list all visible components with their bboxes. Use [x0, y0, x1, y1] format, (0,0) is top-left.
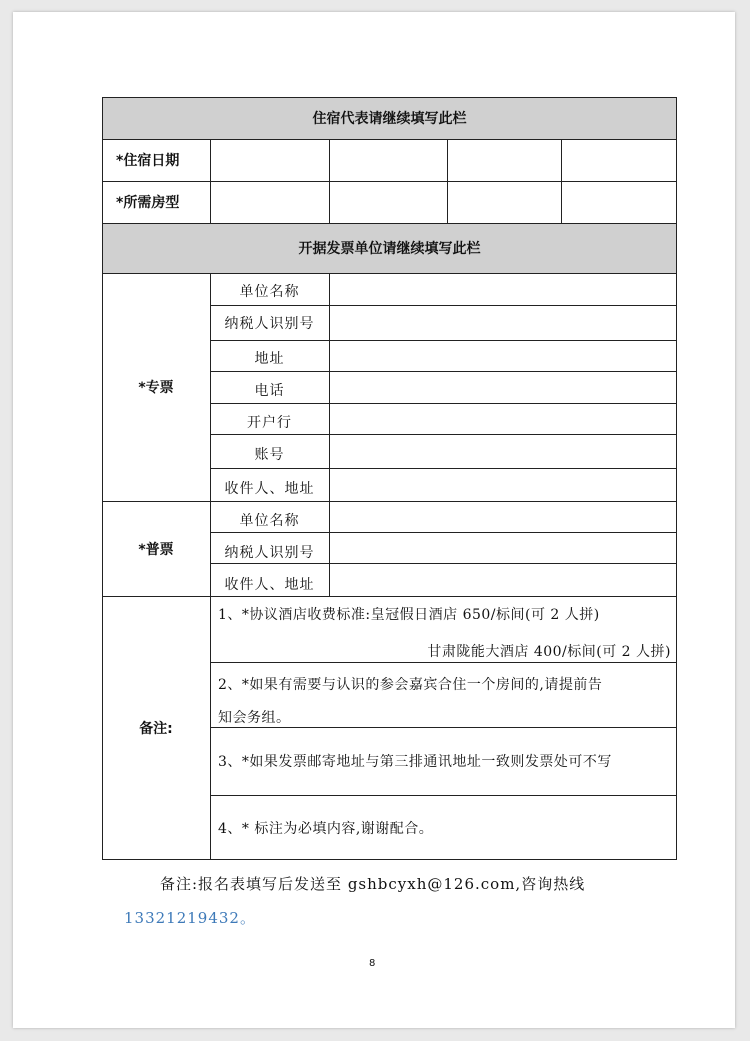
- special-field-text: 地址: [254, 350, 285, 367]
- remark-note-1-line-2: 甘肃陇能大酒店 400/标间(可 2 人拼): [427, 644, 671, 660]
- table-border: [210, 371, 677, 372]
- table-border: [676, 97, 677, 860]
- special-field-input[interactable]: [331, 372, 676, 403]
- invoice-section-title: 开据发票单位请继续填写此栏: [298, 241, 481, 257]
- room-type-cell-3[interactable]: [448, 182, 561, 223]
- lodging-section-title: 住宿代表请继续填写此栏: [312, 111, 467, 127]
- room-type-label: [102, 181, 210, 223]
- special-field-text: 纳税人识别号: [224, 315, 315, 332]
- remark-note-3-text: 3、*如果发票邮寄地址与第三排通讯地址一致则发票处可不写: [218, 754, 612, 770]
- room-type-cell-2[interactable]: [330, 182, 447, 223]
- hotline-number-text: 13321219432。: [124, 909, 256, 927]
- page-number: 8: [369, 958, 376, 969]
- general-field-input[interactable]: [331, 533, 676, 563]
- room-type-label-text: *所需房型: [116, 195, 180, 211]
- table-border: [210, 305, 677, 306]
- special-invoice-label-text: *专票: [138, 380, 174, 396]
- special-field-text: 开户行: [247, 414, 292, 431]
- table-border: [102, 97, 677, 98]
- remark-note-4-text: 4、* 标注为必填内容,谢谢配合。: [218, 821, 434, 837]
- special-field-text: 电话: [254, 382, 285, 399]
- general-invoice-label: [102, 501, 210, 596]
- remark-note-2-line-2: 知会务组。: [218, 710, 291, 726]
- special-field-label: [210, 406, 329, 437]
- lodging-date-label-text: *住宿日期: [116, 153, 180, 169]
- lodging-section-header: [102, 97, 677, 139]
- general-field-input[interactable]: [331, 502, 676, 532]
- general-field-label: [210, 504, 329, 535]
- special-field-text: 账号: [254, 446, 285, 463]
- remarks-label: [102, 596, 210, 860]
- table-border: [102, 596, 677, 597]
- general-field-text: 收件人、地址: [224, 576, 315, 593]
- table-border: [210, 795, 677, 796]
- table-border: [210, 532, 677, 533]
- special-field-text: 收件人、地址: [224, 480, 315, 497]
- table-border: [210, 434, 677, 435]
- table-border: [210, 340, 677, 341]
- table-border: [447, 139, 448, 223]
- general-field-label: [210, 568, 329, 599]
- special-field-input[interactable]: [331, 469, 676, 500]
- special-field-label: [210, 472, 329, 503]
- general-invoice-label-text: *普票: [138, 541, 174, 558]
- table-border: [102, 181, 677, 182]
- special-field-label: [210, 438, 329, 469]
- lodging-date-cell-2[interactable]: [330, 140, 447, 181]
- special-field-text: 单位名称: [239, 283, 300, 300]
- footer-note: [160, 873, 585, 894]
- special-field-input[interactable]: [331, 307, 676, 340]
- table-border: [210, 662, 677, 663]
- lodging-date-cell-4[interactable]: [562, 140, 676, 181]
- special-field-input[interactable]: [331, 274, 676, 305]
- general-field-text: 单位名称: [239, 512, 300, 529]
- room-type-cell-4[interactable]: [562, 182, 676, 223]
- table-border: [102, 139, 677, 140]
- special-invoice-label: [102, 273, 210, 501]
- special-field-input[interactable]: [331, 404, 676, 434]
- table-border: [561, 139, 562, 223]
- special-field-label: [210, 275, 329, 306]
- table-border: [210, 139, 211, 223]
- special-field-label: [210, 374, 329, 405]
- remark-note-3: [210, 727, 677, 795]
- table-border: [329, 273, 330, 596]
- remark-note-1-line-1: 1、*协议酒店收费标准:皇冠假日酒店 650/标间(可 2 人拼): [218, 607, 600, 623]
- table-border: [329, 139, 330, 223]
- table-border: [102, 859, 677, 860]
- table-border: [102, 273, 677, 274]
- table-border: [102, 223, 677, 224]
- table-border: [102, 501, 677, 502]
- room-type-cell-1[interactable]: [211, 182, 328, 223]
- remark-note-4: [210, 796, 677, 860]
- remark-note-2-line-1: 2、*如果有需要与认识的参会嘉宾合住一个房间的,请提前告: [218, 677, 603, 693]
- lodging-date-cell-3[interactable]: [448, 140, 561, 181]
- remark-note-1: [210, 599, 677, 629]
- invoice-section-header: [102, 223, 677, 273]
- table-border: [102, 97, 103, 860]
- lodging-date-label: [102, 139, 210, 181]
- table-border: [210, 727, 677, 728]
- registration-table: [102, 97, 677, 860]
- table-border: [210, 468, 677, 469]
- special-field-label: [210, 342, 329, 373]
- footer-note-text: 备注:报名表填写后发送至 gshbcyxh@126.com,咨询热线: [160, 875, 586, 893]
- special-field-label: [210, 307, 329, 338]
- general-field-input[interactable]: [331, 564, 676, 595]
- remarks-label-text: 备注:: [139, 721, 173, 737]
- table-border: [210, 273, 211, 860]
- hotline-number[interactable]: [124, 907, 256, 928]
- special-field-input[interactable]: [331, 435, 676, 468]
- lodging-date-cell-1[interactable]: [211, 140, 328, 181]
- general-field-text: 纳税人识别号: [224, 544, 315, 561]
- remark-note-1-cont: [210, 637, 677, 665]
- table-border: [210, 563, 677, 564]
- remark-note-2: [210, 669, 677, 699]
- special-field-input[interactable]: [331, 341, 676, 371]
- table-border: [210, 403, 677, 404]
